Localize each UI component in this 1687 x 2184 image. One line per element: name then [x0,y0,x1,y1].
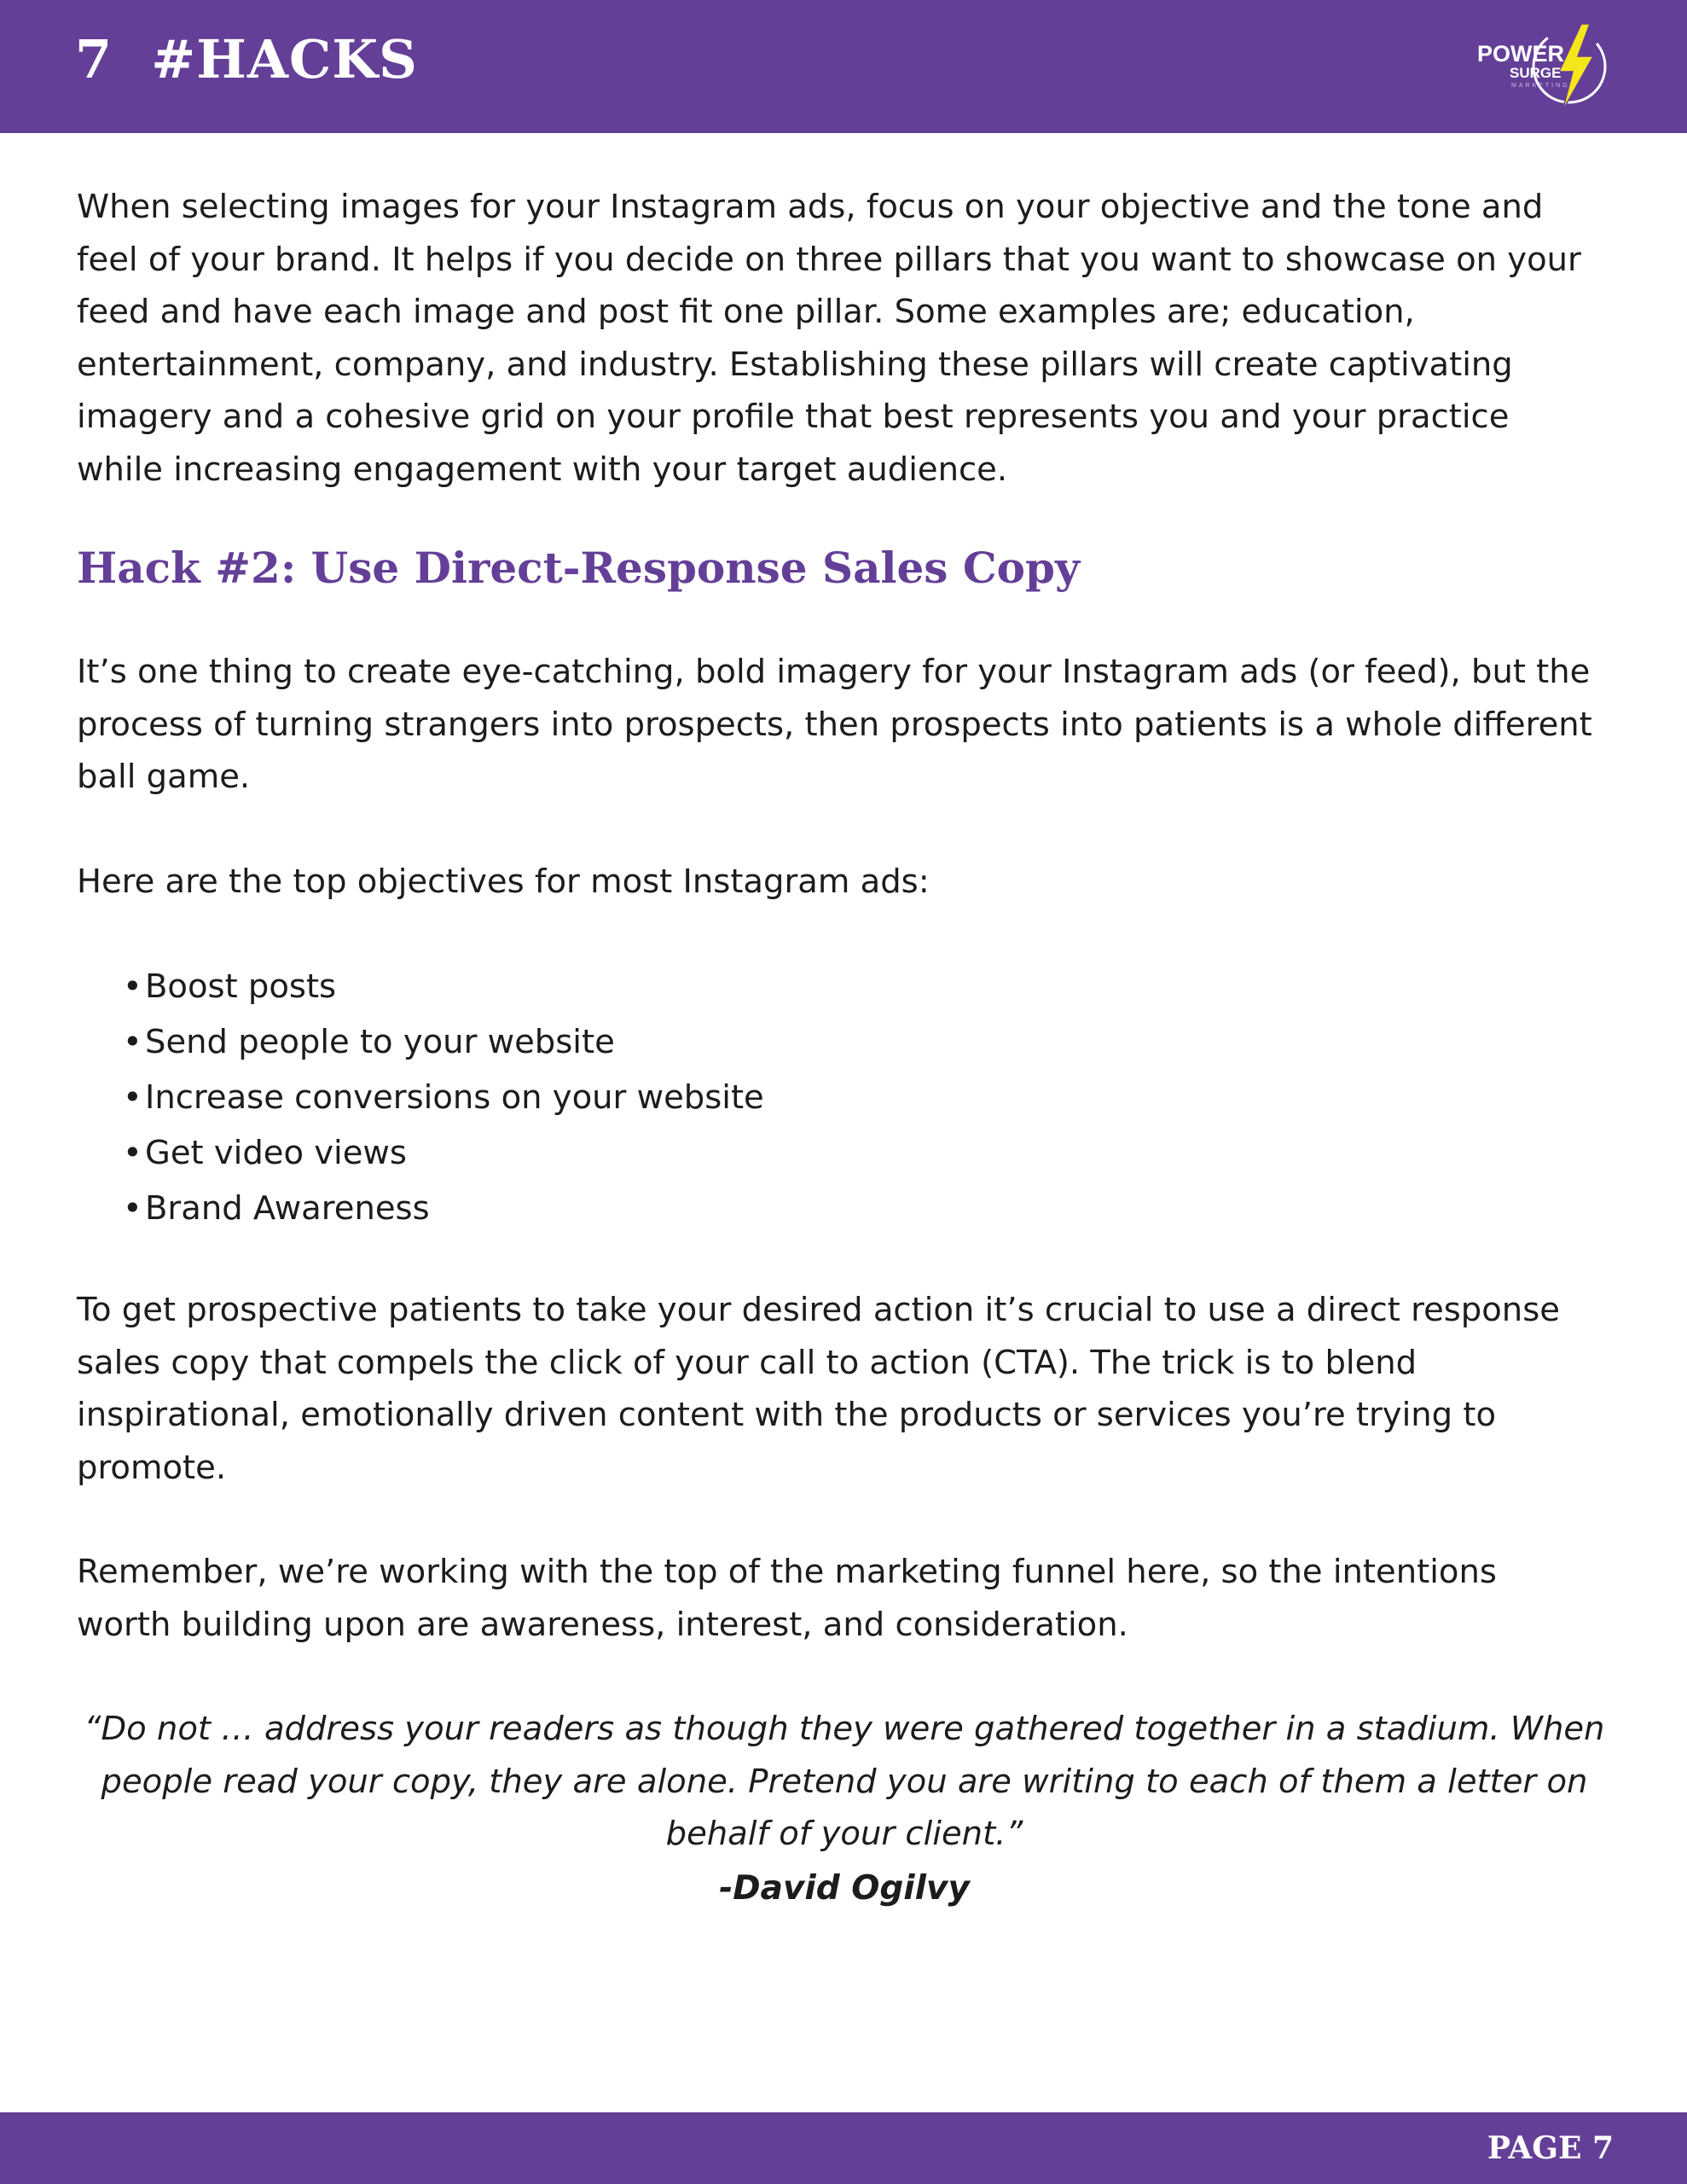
paragraph-line: It’s one thing to create eye-catching, bold imagery for your Instagram ads (or feed), but the [77,653,1591,691]
intro-line: feel of your brand. It helps if you decide on three pillars that you want to showcase on your [77,240,1581,279]
list-item-label: Increase conversions on your website [145,1078,764,1117]
objectives-list [77,959,1620,1236]
intro-paragraph [77,181,1620,496]
list-item-label: Send people to your website [145,1023,615,1061]
paragraph-line: sales copy that compels the click of your call to action (CTA). The trick is to blend [77,1343,1417,1382]
pull-quote [77,1703,1612,1861]
logo-text-marketing: MARKETING [1511,83,1570,89]
paragraph-line: inspirational, emotionally driven content with the products or services you’re trying to [77,1396,1496,1434]
intro-line: while increasing engagement with your target audience. [77,450,1008,489]
paragraph-line: process of turning strangers into prospects, then prospects into patients is a whole different [77,705,1592,744]
header-bar [0,0,1687,133]
section-paragraph-4 [77,1546,1620,1651]
bullet-icon: • [123,1134,142,1172]
list-item-label: Get video views [145,1134,407,1172]
section-paragraph-1 [77,646,1620,804]
bullet-icon: • [123,1023,142,1061]
intro-line: entertainment, company, and industry. Establishing these pillars will create captivating [77,345,1513,384]
bullet-icon: • [123,1189,142,1228]
quote-author: -David Ogilvy [719,1868,970,1908]
logo-text-power: POWER [1477,41,1565,67]
list-item [77,1181,1620,1236]
paragraph-line: Remember, we’re working with the top of the marketing funnel here, so the intentions [77,1553,1497,1591]
paragraph-line: promote. [77,1448,227,1487]
paragraph-line: ball game. [77,758,251,796]
section-paragraph-3 [77,1284,1620,1494]
bullet-icon: • [123,1078,142,1117]
list-item [77,1070,1620,1125]
footer-bar [0,2112,1687,2184]
list-item-label: Brand Awareness [145,1189,430,1228]
paragraph-line: worth building upon are awareness, interest, and consideration. [77,1605,1128,1644]
logo-text-surge: SURGE [1510,65,1562,81]
paragraph-line: To get prospective patients to take your desired action it’s crucial to use a direct response [77,1291,1560,1329]
list-item [77,1014,1620,1070]
intro-line: feed and have each image and post fit one pillar. Some examples are; education, [77,293,1415,331]
quote-line: “Do not … address your readers as though they were gathered together in a stadium. When [84,1710,1605,1748]
intro-line: imagery and a cohesive grid on your profile that best represents you and your practice [77,398,1510,436]
page-number: PAGE 7 [1487,2130,1614,2166]
header-title: 7 #HACKS [75,28,418,90]
page-content [77,181,1620,1917]
intro-line: When selecting images for your Instagram ads, focus on your objective and the tone and [77,188,1544,226]
section-heading: Hack #2: Use Direct-Response Sales Copy [77,543,1081,593]
quote-line: people read your copy, they are alone. Pretend you are writing to each of them a letter on [101,1762,1588,1801]
list-item [77,959,1620,1014]
list-item [77,1125,1620,1181]
bullet-icon: • [123,967,142,1006]
section-paragraph-2: Here are the top objectives for most Instagram ads: [77,862,930,901]
power-surge-logo [1469,19,1614,114]
quote-line: behalf of your client.” [665,1815,1023,1853]
list-item-label: Boost posts [145,967,337,1006]
